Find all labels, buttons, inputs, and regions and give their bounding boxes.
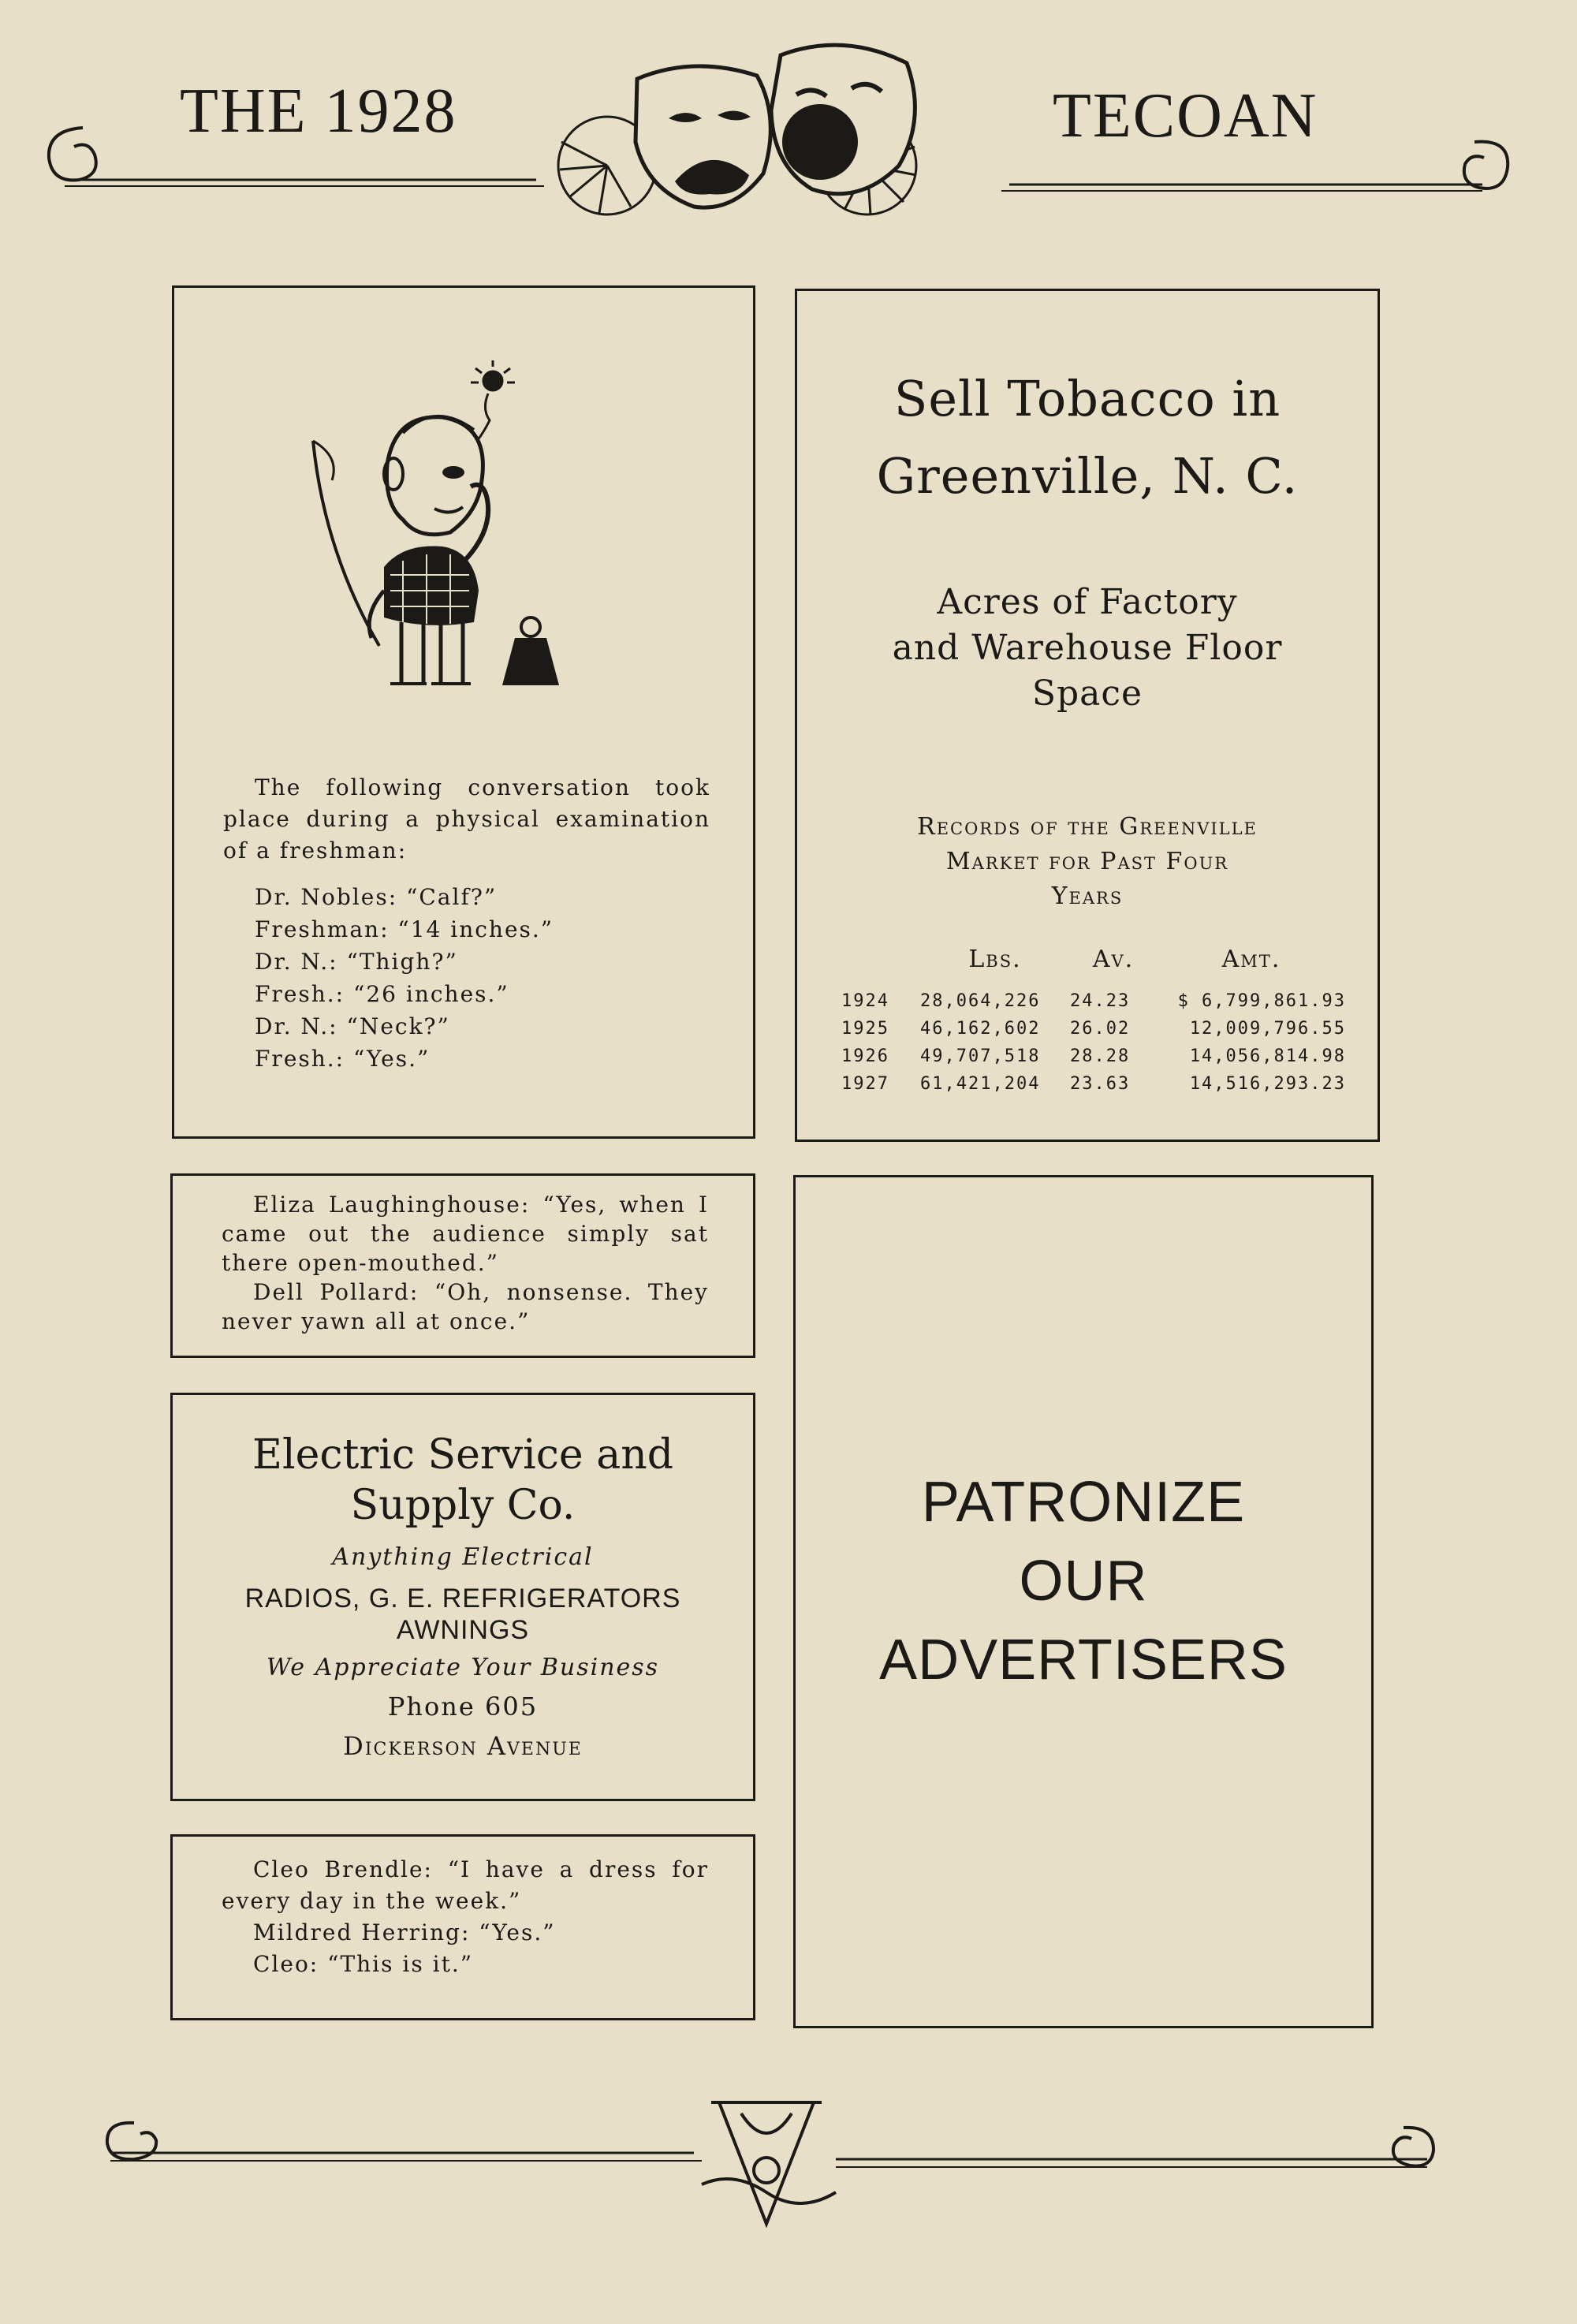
cleo-joke-text: [222, 1854, 709, 1980]
table-header-row: [841, 946, 1346, 987]
patronize-box: [793, 1175, 1374, 2028]
monogram-icon: [702, 2102, 836, 2224]
lbs-cell: 61,421,204: [920, 1074, 1041, 1094]
table-row: [841, 987, 1346, 1015]
year-cell: 1927: [841, 1074, 889, 1094]
amt-cell: 14,516,293.23: [1189, 1074, 1346, 1094]
ink-bottle-icon: [502, 617, 559, 685]
phone-number: Phone 605: [387, 1692, 539, 1722]
patronize-line: PATRONIZE: [921, 1471, 1246, 1534]
dialogue-line: Mildred Herring: “Yes.”: [253, 1919, 556, 1945]
tobacco-ad-box: [795, 289, 1380, 1142]
tobacco-title: [797, 360, 1378, 515]
lightbulb-icon: [471, 360, 515, 441]
company-tagline: Anything Electrical: [332, 1543, 594, 1571]
street-address: Dickerson Avenue: [343, 1731, 583, 1761]
dialogue-line: Eliza Laughinghouse: “Yes, when I came out the audience simply sat there open-mouthed.”: [222, 1192, 709, 1276]
company-name-line: Electric Service and: [252, 1431, 673, 1479]
records-heading-line: Records of the Greenville: [917, 813, 1258, 841]
company-products: [173, 1583, 753, 1646]
dialogue-line: Cleo: “This is it.”: [253, 1951, 474, 1977]
dialogue-line: Dell Pollard: “Oh, nonsense. They never yawn all at once.”: [222, 1279, 709, 1334]
column-header: Amt.: [1221, 946, 1281, 973]
header-right-title: TECOAN: [1053, 81, 1318, 151]
cleo-joke-box: [170, 1834, 755, 2020]
tragedy-mask-icon: [636, 66, 770, 207]
patronize-line: ADVERTISERS: [879, 1628, 1288, 1692]
eliza-joke-box: [170, 1173, 755, 1358]
lbs-cell: 46,162,602: [920, 1019, 1041, 1039]
table-row: [841, 1043, 1346, 1070]
av-cell: 23.63: [1070, 1074, 1131, 1094]
av-cell: 28.28: [1070, 1046, 1131, 1066]
dialogue-line: Freshman: “14 inches.”: [255, 916, 554, 942]
tobacco-title-line: Sell Tobacco in: [893, 370, 1281, 427]
cartoon-illustration: [308, 354, 624, 685]
year-cell: 1924: [841, 991, 889, 1011]
comedy-mask-icon: [771, 45, 915, 194]
amt-cell: 14,056,814.98: [1189, 1046, 1346, 1066]
footer-ornament: [0, 2082, 1577, 2240]
av-cell: 26.02: [1070, 1019, 1131, 1039]
freshman-joke-text: [223, 772, 710, 1075]
appreciate-line: We Appreciate Your Business: [266, 1654, 660, 1681]
table-row: [841, 1070, 1346, 1098]
tobacco-title-line: Greenville, N. C.: [876, 447, 1299, 505]
dialogue-line: Fresh.: “26 inches.”: [255, 981, 509, 1007]
dialogue-line: Dr. Nobles: “Calf?”: [255, 884, 498, 910]
table-row: [841, 1015, 1346, 1043]
column-header: Lbs.: [968, 946, 1022, 973]
dialogue-line: Cleo Brendle: “I have a dress for every day in the week.”: [222, 1856, 709, 1914]
tobacco-subtitle-line: Space: [1031, 673, 1143, 714]
lbs-cell: 28,064,226: [920, 991, 1041, 1011]
records-heading: [797, 810, 1378, 914]
column-header: Av.: [1092, 946, 1135, 973]
patronize-line: OUR: [1019, 1550, 1148, 1613]
tobacco-subtitle-line: and Warehouse Floor: [892, 628, 1283, 668]
products-line: RADIOS, G. E. REFRIGERATORS: [244, 1584, 681, 1613]
market-records-table: [841, 946, 1346, 1098]
amt-cell: $ 6,799,861.93: [1177, 991, 1346, 1011]
dialogue-line: Fresh.: “Yes.”: [255, 1046, 431, 1072]
eliza-joke-text: [222, 1190, 709, 1336]
year-cell: 1926: [841, 1046, 889, 1066]
company-name-line: Supply Co.: [350, 1482, 576, 1529]
products-line: AWNINGS: [396, 1615, 530, 1645]
records-heading-line: Years: [1051, 882, 1124, 910]
year-cell: 1925: [841, 1019, 889, 1039]
lbs-cell: 49,707,518: [920, 1046, 1041, 1066]
header-left-title: THE 1928: [180, 76, 457, 146]
tobacco-subtitle-line: Acres of Factory: [937, 582, 1238, 622]
patronize-message: [796, 1463, 1371, 1699]
amt-cell: 12,009,796.55: [1189, 1019, 1346, 1039]
electric-ad-box: [170, 1393, 755, 1801]
joke-intro: The following conversation took place during a physical examination of a freshman:: [223, 774, 710, 864]
dialogue-line: Dr. N.: “Neck?”: [255, 1013, 450, 1039]
freshman-joke-box: [172, 285, 755, 1139]
company-name: [173, 1430, 753, 1531]
tobacco-subtitle: [797, 580, 1378, 717]
header-ornament: [0, 0, 1577, 237]
dialogue-line: Dr. N.: “Thigh?”: [255, 949, 458, 975]
records-heading-line: Market for Past Four: [945, 848, 1229, 875]
av-cell: 24.23: [1070, 991, 1131, 1011]
